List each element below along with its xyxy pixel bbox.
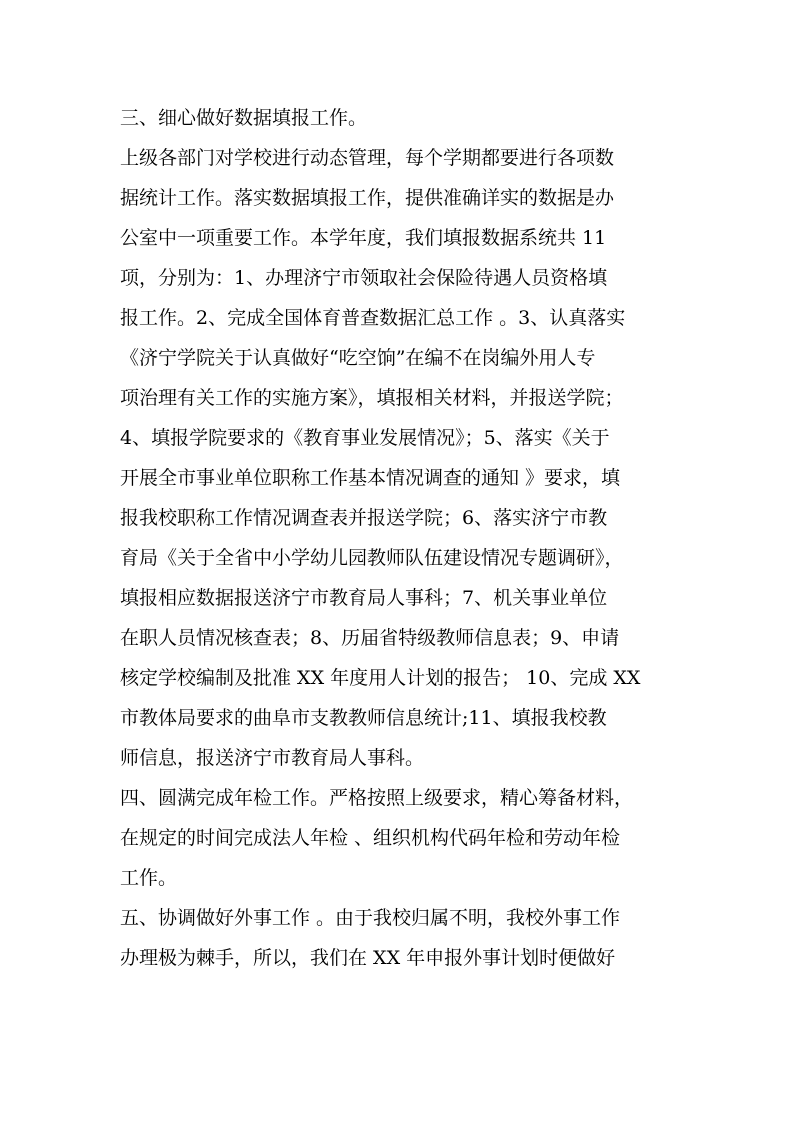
text-line: 4、填报学院要求的《教育事业发展情况》；5、落实《关于 [120, 427, 610, 449]
paragraph-annual-inspection [120, 778, 676, 898]
text-line: 项治理有关工作的实施方案》，填报相关材料，并报送学院； [120, 387, 624, 409]
text-line: 填报相应数据报送济宁市教育局人事科；7、机关事业单位 [120, 587, 608, 609]
text-line: 师信息，报送济宁市教育局人事科。 [120, 747, 425, 769]
text-line: 开展全市事业单位职称工作基本情况调查的通知 》要求，填 [120, 467, 621, 489]
text-line: 核定学校编制及批准 XX 年度用人计划的报告； 10、完成 XX [120, 667, 641, 689]
text-line: 育局《关于全省中小学幼儿园教师队伍建设情况专题调研》， [120, 547, 624, 569]
text-line: 工作。 [120, 867, 178, 889]
text-line: 上级各部门对学校进行动态管理，每个学期都要进行各项数 [120, 147, 615, 169]
text-line: 据统计工作。落实数据填报工作，提供准确详实的数据是办 [120, 187, 615, 209]
text-line: 五、协调做好外事工作 。由于我校归属不明，我校外事工作 [120, 907, 621, 929]
section-heading-3 [120, 98, 676, 138]
text-line: 公室中一项重要工作。本学年度，我们填报数据系统共 11 [120, 227, 607, 249]
paragraph-foreign-affairs [120, 898, 676, 978]
text-line: 四、圆满完成年检工作。严格按照上级要求，精心筹备材料， [120, 787, 634, 809]
text-line: 在规定的时间完成法人年检 、组织机构代码年检和劳动年检 [120, 827, 621, 849]
text-line: 报我校职称工作情况调查表并报送学院；6、落实济宁市教 [120, 507, 608, 529]
paragraph-data-reporting [120, 138, 676, 778]
text-line: 项，分别为：1、办理济宁市领取社会保险待遇人员资格填 [120, 267, 608, 289]
document-body [120, 98, 676, 978]
text-line: 报工作。2、完成全国体育普查数据汇总工作 。3、认真落实 [120, 307, 626, 329]
text-line: 在职人员情况核查表；8、历届省特级教师信息表；9、申请 [120, 627, 620, 649]
text-line: 三、细心做好数据填报工作。 [120, 107, 368, 129]
text-line: 市教体局要求的曲阜市支教教师信息统计;11、填报我校教 [120, 707, 607, 729]
text-line: 《济宁学院关于认真做好“吃空饷”在编不在岗编外用人专 [120, 347, 596, 369]
text-line: 办理极为棘手，所以，我们在 XX 年申报外事计划时便做好 [120, 947, 616, 969]
